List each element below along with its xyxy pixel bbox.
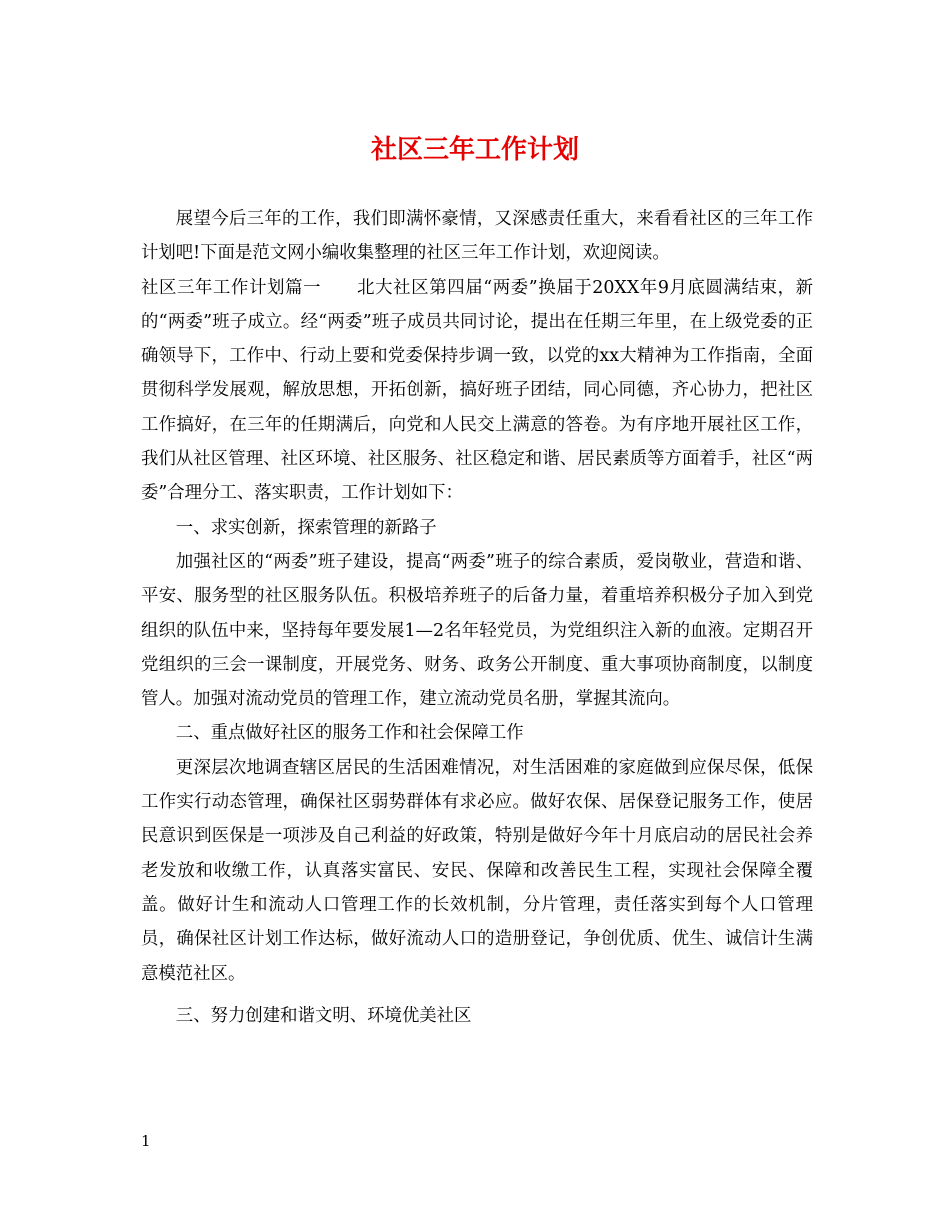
section-heading-2: 二、重点做好社区的服务工作和社会保障工作 bbox=[175, 723, 524, 744]
document-body bbox=[141, 202, 813, 1033]
section-heading-1: 一、求实创新，探索管理的新路子 bbox=[175, 517, 437, 538]
section-1-paragraph: 加强社区的“两委”班子建设，提高“两委”班子的综合素质，爱岗敬业，营造和谐、平安、服务型的社区服务队伍。积极培养班子的后备力量，着重培养积极分子加入到党组织的队伍中来，坚持每年要发展1—2名年轻党员，为党组织注入新的血液。定期召开党组织的三会一课制度，开展党务、财务、政务公开制度、重大事项协商制度，以制度管人。加强对流动党员的管理工作，建立流动党员名册，掌握其流向。 bbox=[141, 551, 813, 710]
section-heading-3: 三、努力创建和谐文明、环境优美社区 bbox=[175, 1005, 472, 1026]
section-2-paragraph: 更深层次地调查辖区居民的生活困难情况，对生活困难的家庭做到应保尽保，低保工作实行动态管理，确保社区弱势群体有求必应。做好农保、居保登记服务工作，使居民意识到医保是一项涉及自己利益的好政策，特别是做好今年十月底启动的居民社会养老发放和收缴工作，认真落实富民、安民、保障和改善民生工程，实现社会保障全覆盖。做好计生和流动人口管理工作的长效机制，分片管理，责任落实到每个人口管理员，确保社区计划工作达标，做好流动人口的造册登记，争创优质、优生、诚信计生满意模范社区。 bbox=[141, 757, 813, 984]
document-title: 社区三年工作计划 bbox=[370, 135, 579, 165]
plan-overview-paragraph: 社区三年工作计划篇一 北大社区第四届“两委”换届于20XX年9月底圆满结束，新的“两委”班子成立。经“两委”班子成员共同讨论，提出在任期三年里，在上级党委的正确领导下，工作中、行动上要和党委保持步调一致，以党的xx大精神为工作指南，全面贯彻科学发展观，解放思想，开拓创新，搞好班子团结，同心同德，齐心协力，把社区工作搞好，在三年的任期满后，向党和人民交上满意的答卷。为有序地开展社区工作，我们从社区管理、社区环境、社区服务、社区稳定和谐、居民素质等方面着手，社区“两委”合理分工、落实职责，工作计划如下： bbox=[141, 277, 813, 504]
page-number: 1 bbox=[141, 1132, 151, 1150]
intro-paragraph: 展望今后三年的工作，我们即满怀豪情，又深感责任重大，来看看社区的三年工作计划吧!下面是范文网小编收集整理的社区三年工作计划，欢迎阅读。 bbox=[141, 209, 813, 264]
